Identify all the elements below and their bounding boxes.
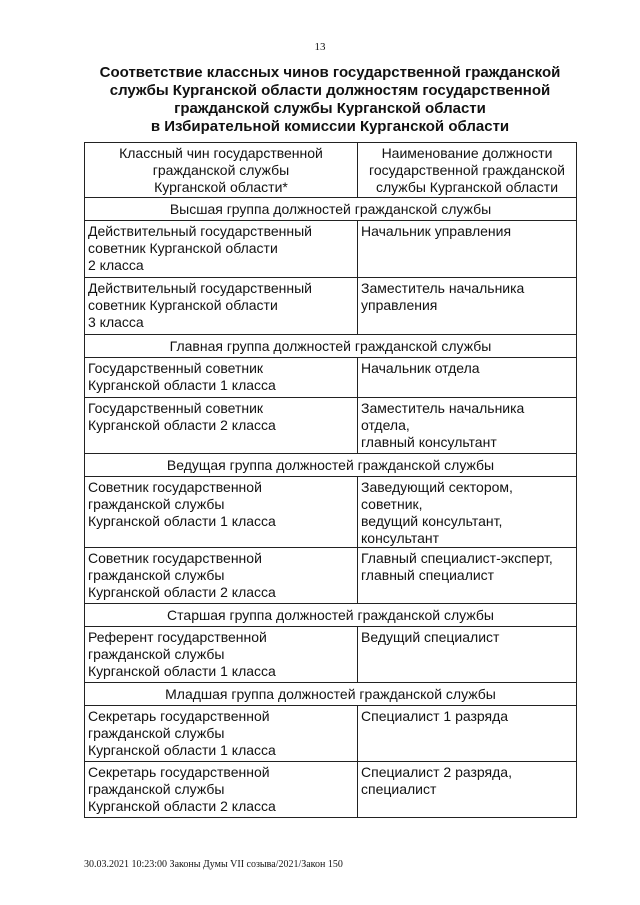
table-row xyxy=(85,762,577,818)
cell-text: Начальник управления xyxy=(361,223,512,239)
cell-text: отдела, xyxy=(361,417,410,433)
group-title: Старшая группа должностей гражданской службы xyxy=(85,604,577,627)
position-cell xyxy=(358,627,577,683)
cell-text: советник Курганской области xyxy=(88,240,278,256)
group-title: Высшая группа должностей гражданской службы xyxy=(85,198,577,221)
cell-text: ведущий консультант, xyxy=(361,513,503,529)
header-text: гражданской службы xyxy=(152,162,290,178)
cell-text: Курганской области 2 класса xyxy=(88,417,276,433)
table-row xyxy=(85,221,577,278)
position-cell xyxy=(358,477,577,548)
cell-text: Секретарь государственной xyxy=(88,708,270,724)
group-row xyxy=(85,683,577,706)
cell-text: консультант xyxy=(361,530,440,546)
cell-text: управления xyxy=(361,297,438,313)
rank-cell xyxy=(85,477,358,548)
header-text: государственной гражданской xyxy=(369,162,565,178)
position-cell xyxy=(358,358,577,398)
table-row xyxy=(85,548,577,604)
group-title: Ведущая группа должностей гражданской службы xyxy=(85,454,577,477)
cell-text: Заместитель начальника xyxy=(361,400,525,416)
cell-text: Референт государственной xyxy=(88,629,267,645)
cell-text: Советник государственной xyxy=(88,479,262,495)
table-row xyxy=(85,706,577,762)
group-title: Младшая группа должностей гражданской службы xyxy=(85,683,577,706)
position-cell xyxy=(358,278,577,335)
table-row xyxy=(85,477,577,548)
cell-text: Секретарь государственной xyxy=(88,764,270,780)
cell-text: Курганской области 1 класса xyxy=(88,663,276,679)
header-text: Наименование должности xyxy=(381,145,553,161)
cell-text: 2 класса xyxy=(88,257,144,273)
rank-cell xyxy=(85,278,358,335)
table-header-row xyxy=(85,143,577,198)
title-line: гражданской службы Курганской области xyxy=(174,100,486,117)
document-title xyxy=(80,64,580,136)
table-row xyxy=(85,398,577,454)
title-line: Соответствие классных чинов государственной гражданской xyxy=(99,64,561,81)
group-row xyxy=(85,604,577,627)
title-line: в Избирательной комиссии Курганской области xyxy=(150,118,510,135)
position-cell xyxy=(358,398,577,454)
cell-text: Начальник отдела xyxy=(361,360,480,376)
rank-cell xyxy=(85,358,358,398)
cell-text: Специалист 1 разряда xyxy=(361,708,509,724)
cell-text: гражданской службы xyxy=(88,646,225,662)
cell-text: специалист xyxy=(361,781,437,797)
cell-text: советник Курганской области xyxy=(88,297,278,313)
rank-cell xyxy=(85,762,358,818)
group-title: Главная группа должностей гражданской службы xyxy=(85,335,577,358)
cell-text: Курганской области 2 класса xyxy=(88,584,276,600)
cell-text: гражданской службы xyxy=(88,567,225,583)
cell-text: Государственный советник xyxy=(88,400,264,416)
cell-text: Курганской области 1 класса xyxy=(88,742,276,758)
cell-text: Действительный государственный xyxy=(88,223,312,239)
cell-text: советник, xyxy=(361,496,423,512)
header-text: Курганской области* xyxy=(154,179,288,195)
cell-text: Государственный советник xyxy=(88,360,264,376)
rank-position-table xyxy=(84,142,577,818)
table-row xyxy=(85,278,577,335)
cell-text: главный специалист xyxy=(361,567,495,583)
group-row xyxy=(85,335,577,358)
group-row xyxy=(85,198,577,221)
cell-text: гражданской службы xyxy=(88,496,225,512)
group-row xyxy=(85,454,577,477)
page-number: 13 xyxy=(314,41,326,53)
cell-text: гражданской службы xyxy=(88,725,225,741)
cell-text: Специалист 2 разряда, xyxy=(361,764,512,780)
cell-text: Главный специалист-эксперт, xyxy=(361,550,553,566)
document-footer: 30.03.2021 10:23:00 Законы Думы VII созыва/2021/Закон 150 xyxy=(84,859,343,870)
cell-text: Заместитель начальника xyxy=(361,280,525,296)
table-row xyxy=(85,627,577,683)
rank-cell xyxy=(85,706,358,762)
cell-text: Курганской области 1 класса xyxy=(88,513,276,529)
table-row xyxy=(85,358,577,398)
cell-text: Советник государственной xyxy=(88,550,262,566)
position-cell xyxy=(358,548,577,604)
position-cell xyxy=(358,706,577,762)
header-text: Классный чин государственной xyxy=(119,145,323,161)
header-position-cell xyxy=(358,143,577,198)
rank-cell xyxy=(85,398,358,454)
rank-cell xyxy=(85,548,358,604)
cell-text: главный консультант xyxy=(361,434,497,450)
cell-text: Ведущий специалист xyxy=(361,629,500,645)
header-text: службы Курганской области xyxy=(375,179,559,195)
position-cell xyxy=(358,221,577,278)
cell-text: Курганской области 1 класса xyxy=(88,377,276,393)
position-cell xyxy=(358,762,577,818)
title-line: службы Курганской области должностям государственной xyxy=(109,82,551,99)
cell-text: 3 класса xyxy=(88,314,144,330)
rank-cell xyxy=(85,627,358,683)
cell-text: Курганской области 2 класса xyxy=(88,798,276,814)
rank-cell xyxy=(85,221,358,278)
cell-text: гражданской службы xyxy=(88,781,225,797)
cell-text: Заведующий сектором, xyxy=(361,479,513,495)
header-rank-cell xyxy=(85,143,358,198)
cell-text: Действительный государственный xyxy=(88,280,312,296)
